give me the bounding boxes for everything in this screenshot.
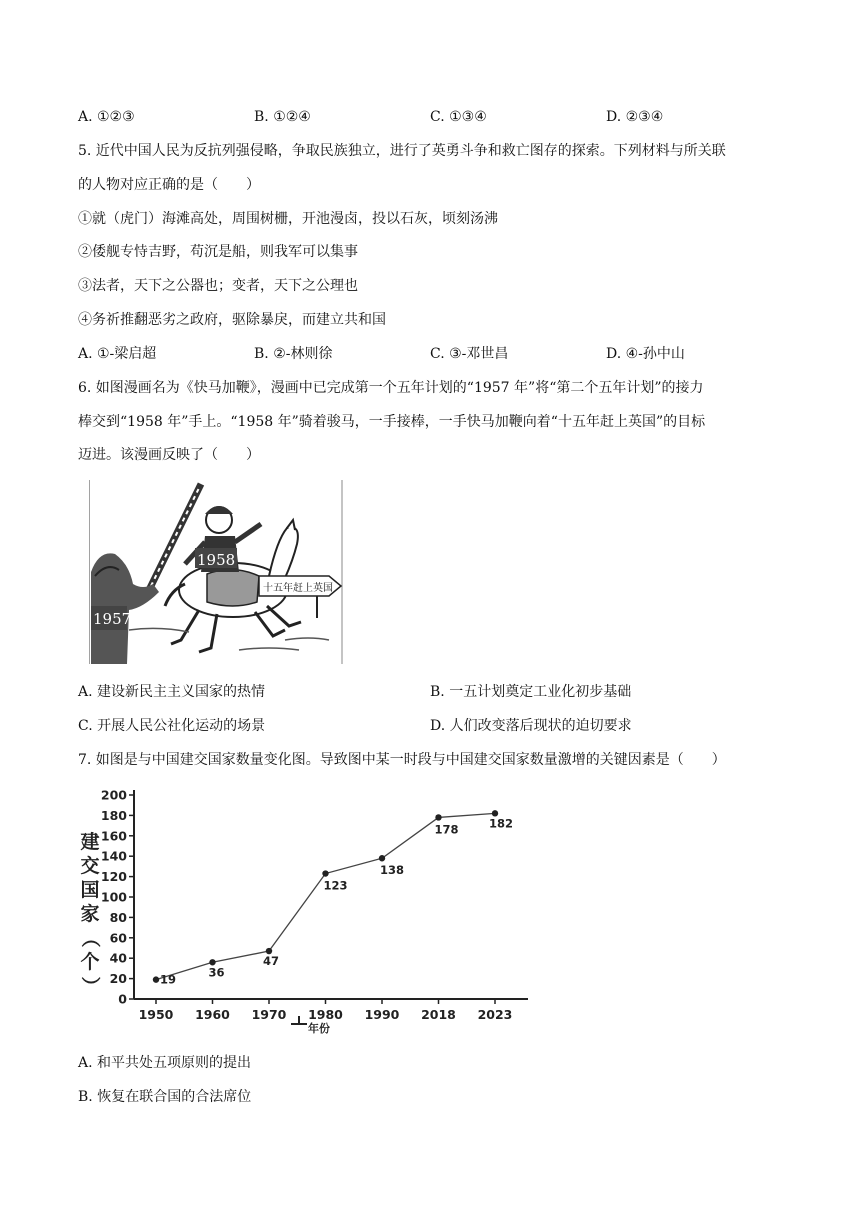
x-tick-label: 2023 [477,1007,513,1022]
q5-option-d: D. ④-孙中山 [606,346,685,362]
data-label: 36 [208,965,225,980]
y-tick-label: 80 [109,909,127,925]
y-axis-title-char: 个 [80,951,100,973]
y-tick-label: 120 [100,869,127,885]
data-label: 123 [323,878,348,893]
q4-option-b: B. ①②④ [254,109,311,125]
series-line [156,813,495,979]
y-tick-label: 20 [109,971,127,987]
q4-option-c: C. ①③④ [430,109,487,125]
x-tick-label: 1990 [364,1007,400,1022]
cartoon-image [89,480,343,664]
q6-stem-line3: 迈进。该漫画反映了（ ） [78,447,260,463]
data-label: 182 [489,816,514,831]
data-label: 138 [380,863,405,878]
q5-option-c: C. ③-邓世昌 [430,346,509,362]
y-tick-label: 40 [109,950,127,966]
y-axis-title-char: 交 [80,855,100,877]
q4-option-d: D. ②③④ [606,109,664,125]
q5-material-2: ②倭舰专恃吉野，苟沉是船，则我军可以集事 [78,244,358,260]
y-axis-title-char: 国 [80,879,100,901]
q6-option-a: A. 建设新民主主义国家的热情 [78,684,266,700]
q5-option-a: A. ①-梁启超 [78,346,157,362]
y-axis-title [79,830,102,996]
x-tick-label: 1970 [251,1007,287,1022]
data-point [435,814,441,820]
q6-option-b: B. 一五计划奠定工业化初步基础 [430,684,632,700]
q7-option-a: A. 和平共处五项原则的提出 [78,1055,252,1071]
y-tick-label: 160 [100,828,127,844]
signpost-text: 十五年赶上英国 [263,583,333,594]
q6-option-c: C. 开展人民公社化运动的场景 [78,718,266,734]
label-1958: 1958 [197,551,236,569]
data-label: 178 [434,822,459,837]
data-label: 47 [263,954,280,969]
q6-stem-line1: 6. 如图漫画名为《快马加鞭》，漫画中已完成第一个五年计划的“1957 年”将“第二个五年计划”的接力 [78,380,704,396]
q7-option-b: B. 恢复在联合国的合法席位 [78,1089,252,1105]
data-label: 19 [160,972,177,987]
x-tick-label: 1950 [138,1007,174,1022]
y-axis-title-char: 家 [80,903,100,925]
y-axis-title-char: 建 [80,831,100,853]
data-point [153,976,159,982]
q5-stem-line1: 5. 近代中国人民为反抗列强侵略，争取民族独立，进行了英勇斗争和救亡图存的探索。下列材料与所关联 [78,143,726,159]
y-tick-label: 60 [109,930,127,946]
y-tick-label: 0 [118,991,127,1007]
x-axis-title: 年份 [308,1022,330,1035]
q5-material-3: ③法者，天下之公器也；变者，天下之公理也 [78,278,358,294]
y-axis-title-char: ） [79,976,101,996]
q6-option-d: D. 人们改变落后现状的迫切要求 [430,718,632,734]
y-tick-label: 140 [100,848,127,864]
data-point [379,855,385,861]
q7-stem: 7. 如图是与中国建交国家数量变化图。导致图中某一时段与中国建交国家数量激增的关键因素是（ ） [78,752,726,768]
x-tick-label: 1980 [308,1007,343,1022]
x-tick-label: 2018 [421,1007,456,1022]
q4-option-a: A. ①②③ [78,109,135,125]
q5-stem-line2: 的人物对应正确的是（ ） [78,177,260,193]
data-point [322,870,328,876]
q5-material-4: ④务祈推翻恶劣之政府，驱除暴戾，而建立共和国 [78,312,386,328]
y-tick-label: 180 [100,807,127,823]
y-axis-title-char: （ [79,928,101,948]
y-tick-label: 200 [100,787,127,803]
y-tick-label: 100 [100,889,127,905]
label-1957: 1957 [93,610,132,628]
diplomatic-relations-line-chart [76,784,536,1040]
x-tick-label: 1960 [195,1007,230,1022]
q5-option-b: B. ②-林则徐 [254,346,333,362]
q6-stem-line2: 棒交到“1958 年”手上。“1958 年”骑着骏马，一手接棒，一手快马加鞭向着“十五年赶上英国”的目标 [78,414,706,430]
q5-material-1: ①就（虎门）海滩高处，周围树栅，开池漫卤，投以石灰，顷刻汤沸 [78,211,498,227]
